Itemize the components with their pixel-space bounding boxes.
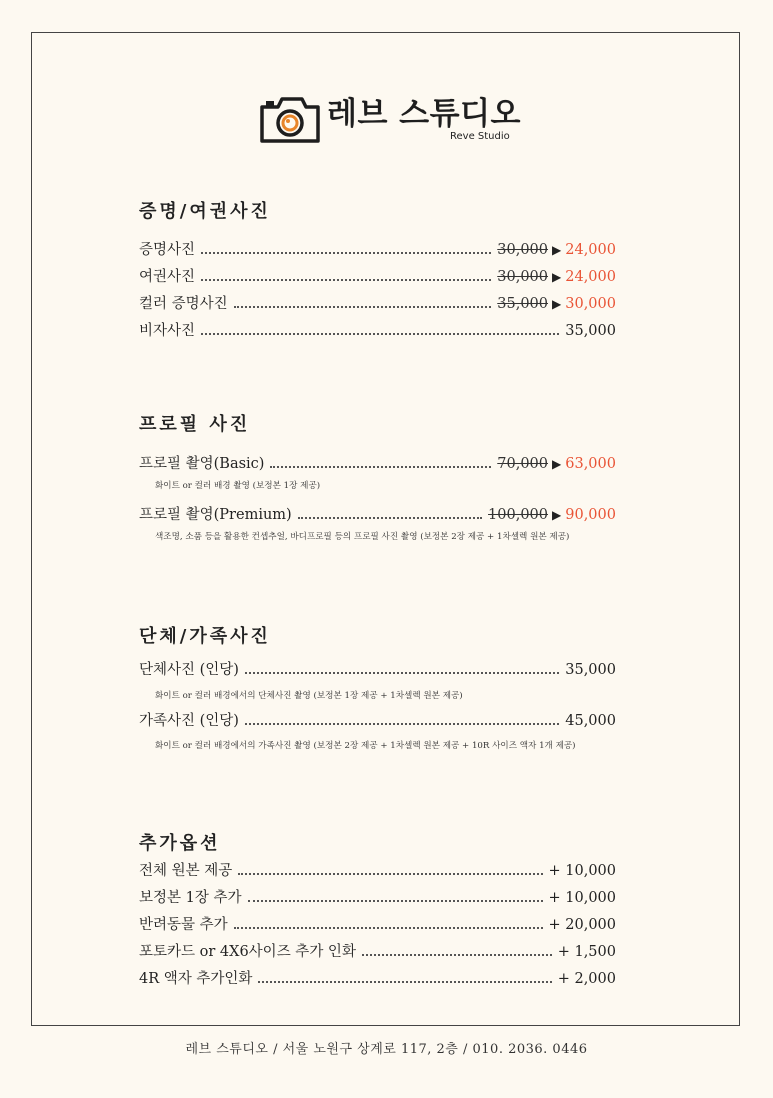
menu-row: [139, 265, 616, 287]
footer-contact: 레브 스튜디오 / 서울 노원구 상계로 117, 2층 / 010. 2036. 0446: [185, 1042, 588, 1057]
dot-leader: [201, 333, 559, 335]
dot-leader: [362, 954, 552, 956]
section-title-profile: 프로필 사진: [139, 414, 251, 435]
item-note: 화이트 or 컬러 배경 촬영 (보정본 1장 제공): [155, 481, 321, 491]
price: 35,000: [565, 323, 616, 339]
item-note: 화이트 or 컬러 배경에서의 단체사진 촬영 (보정본 1장 제공 + 1차셀렉 원본 제공): [155, 691, 463, 701]
section-title-id-photo: 증명/여권사진: [139, 201, 271, 222]
item-name: 프로필 촬영(Basic): [139, 456, 265, 472]
dot-leader: [234, 927, 543, 929]
price: 45,000: [565, 713, 616, 729]
brand-subtitle: Reve Studio: [450, 131, 510, 142]
old-price: 35,000: [497, 296, 549, 312]
menu-row: [139, 292, 616, 314]
old-price: 100,000: [488, 507, 549, 523]
dot-leader: [248, 900, 543, 902]
old-price: 30,000: [497, 242, 549, 258]
price: + 1,500: [557, 944, 616, 960]
item-name: 비자사진: [139, 323, 196, 339]
sale-price: 24,000: [565, 269, 616, 285]
brand-name: 레브 스튜디오: [327, 96, 521, 132]
price: + 20,000: [548, 917, 616, 933]
menu-row: [139, 238, 616, 260]
item-note: 화이트 or 컬러 배경에서의 가족사진 촬영 (보정본 2장 제공 + 1차셀렉 원본 제공 + 10R 사이즈 액자 1개 제공): [155, 741, 576, 751]
dot-leader: [238, 873, 542, 875]
camera-icon: [258, 95, 322, 143]
menu-row: [139, 503, 616, 525]
menu-row: [139, 886, 616, 908]
item-name: 반려동물 추가: [139, 917, 228, 933]
dot-leader: [234, 306, 492, 308]
item-name: 단체사진 (인당): [139, 662, 239, 678]
dot-leader: [245, 723, 559, 725]
menu-row: [139, 859, 616, 881]
sale-price: 24,000: [565, 242, 616, 258]
price: + 2,000: [557, 971, 616, 987]
old-price: 70,000: [497, 456, 549, 472]
arrow-icon: ▶: [552, 297, 562, 311]
sale-price: 30,000: [565, 296, 616, 312]
price: + 10,000: [548, 890, 616, 906]
menu-row: [139, 319, 616, 341]
price: 35,000: [565, 662, 616, 678]
sale-price: 63,000: [565, 456, 616, 472]
item-note: 색조명, 소품 등을 활용한 컨셉추얼, 바디프로필 등의 프로필 사진 촬영 (보정본 2장 제공 + 1차셀렉 원본 제공): [155, 532, 570, 542]
old-price: 30,000: [497, 269, 549, 285]
arrow-icon: ▶: [552, 457, 562, 471]
item-name: 증명사진: [139, 242, 196, 258]
menu-row: [139, 940, 616, 962]
arrow-icon: ▶: [552, 243, 562, 257]
dot-leader: [298, 517, 482, 519]
dot-leader: [201, 252, 491, 254]
arrow-icon: ▶: [552, 508, 562, 522]
item-name: 보정본 1장 추가: [139, 890, 242, 906]
section-title-group: 단체/가족사진: [139, 626, 271, 647]
item-name: 여권사진: [139, 269, 196, 285]
menu-row: [139, 709, 616, 731]
item-name: 4R 액자 추가인화: [139, 971, 253, 987]
menu-row: [139, 658, 616, 680]
price: + 10,000: [548, 863, 616, 879]
item-name: 컬러 증명사진: [139, 296, 228, 312]
item-name: 프로필 촬영(Premium): [139, 507, 292, 523]
menu-row: [139, 913, 616, 935]
menu-row: [139, 452, 616, 474]
item-name: 전체 원본 제공: [139, 863, 233, 879]
dot-leader: [201, 279, 491, 281]
dot-leader: [245, 672, 559, 674]
studio-logo: [258, 92, 521, 146]
dot-leader: [258, 981, 551, 983]
item-name: 포토카드 or 4X6사이즈 추가 인화: [139, 944, 356, 960]
arrow-icon: ▶: [552, 270, 562, 284]
item-name: 가족사진 (인당): [139, 713, 239, 729]
sale-price: 90,000: [565, 507, 616, 523]
section-title-options: 추가옵션: [139, 833, 221, 854]
menu-row: [139, 967, 616, 989]
dot-leader: [270, 466, 491, 468]
